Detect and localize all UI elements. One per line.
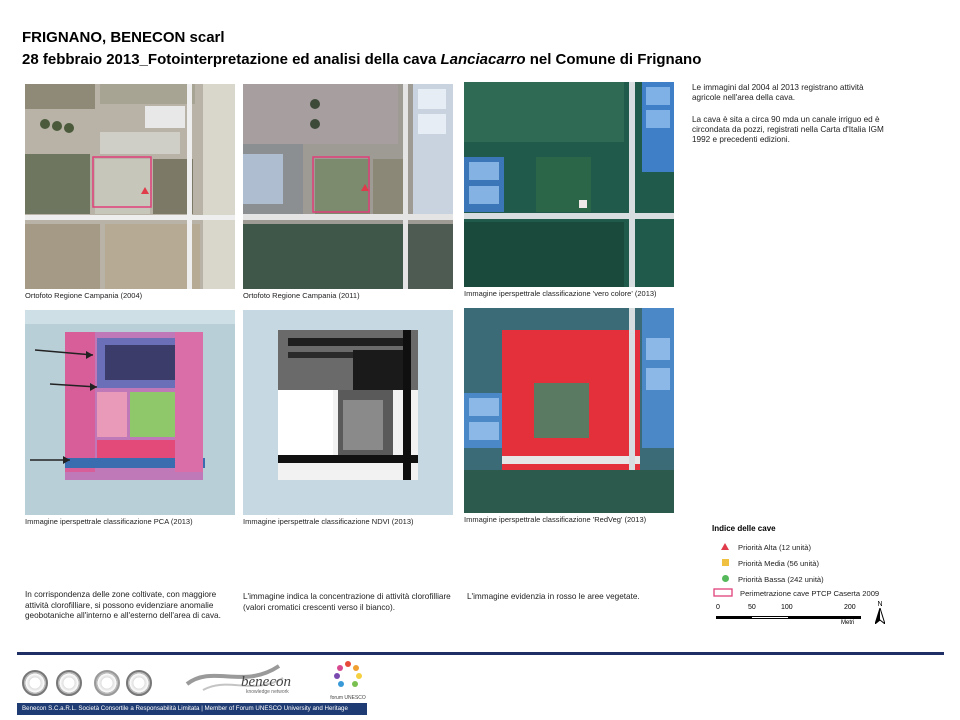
footer-divider: [17, 652, 944, 655]
scale-bar: [716, 604, 866, 630]
scale-unit: Metri: [841, 620, 855, 626]
rectangle-icon: [712, 588, 734, 599]
subtitle-after: nel Comune di Frignano: [525, 51, 702, 68]
legend-title: Indice delle cave: [712, 524, 776, 533]
square-icon: [718, 559, 732, 568]
forum-unesco-logo: [328, 658, 368, 702]
legend-item-bassa: [718, 572, 824, 586]
caption-pca: Immagine iperspettrale classificazione PCA (2013): [25, 517, 193, 526]
north-arrow-icon: [873, 601, 887, 631]
circle-icon: [718, 575, 732, 584]
description-ndvi: L'immagine indica la concentrazione di attività clorofilliare (valori cromatici crescenti verso il bianco).: [243, 592, 451, 612]
triangle-icon: [718, 543, 732, 552]
legend-item-perimetro: [712, 586, 879, 600]
legend-label-alta: Priorità Alta (12 unità): [738, 542, 812, 552]
university-seal-icon: [94, 670, 120, 696]
university-seal-icon: [56, 670, 82, 696]
footer-bar: Benecon S.C.a.R.L. Società Consortile a Responsabilità Limitata | Member of Forum UNESCO University and Heritage: [17, 703, 367, 715]
benecon-logo: [183, 660, 303, 698]
benecon-logo-text: benecon: [241, 674, 291, 690]
caption-2011: Ortofoto Regione Campania (2011): [243, 291, 360, 300]
subtitle-italic: Lanciacarro: [440, 51, 526, 68]
caption-2004: Ortofoto Regione Campania (2004): [25, 291, 143, 300]
scale-tick-50: 50: [748, 604, 756, 611]
side-note-2: La cava è sita a circa 90 mda un canale irriguo ed è circondata da pozzi, registrati nella Carta d'Italia IGM 1992 e precedenti edizioni.: [692, 115, 884, 144]
subtitle-before: 28 febbraio 2013_Fotointerpretazione ed analisi della cava: [22, 51, 441, 68]
legend-label-bassa: Priorità Bassa (242 unità): [738, 574, 824, 584]
description-pca: In corrispondenza delle zone coltivate, con maggiore attività clorofilliare, si possono evidenziare anomalie geobotaniche all'interno e all'esterno dell'area di cava.: [25, 590, 221, 620]
university-seal-icon: [126, 670, 152, 696]
caption-ndvi: Immagine iperspettrale classificazione NDVI (2013): [243, 517, 414, 526]
legend-label-media: Priorità Media (56 unità): [738, 558, 820, 568]
scale-tick-200: 200: [844, 604, 856, 611]
caption-redveg: Immagine iperspettrale classificazione 'RedVeg' (2013): [464, 515, 647, 524]
legend-item-media: [718, 556, 819, 570]
side-note-1: Le immagini dal 2004 al 2013 registrano attività agricole nell'area della cava.: [692, 83, 864, 102]
map-ortofoto-2004: [25, 84, 235, 289]
map-redveg: [464, 308, 674, 513]
map-pca: [25, 310, 235, 515]
map-ortofoto-2011: [243, 84, 453, 289]
north-label: N: [877, 601, 883, 608]
legend-item-alta: [718, 540, 811, 554]
page-subtitle: [22, 51, 701, 68]
university-seal-icon: [22, 670, 48, 696]
legend-label-perimetro: Perimetrazione cave PTCP Caserta 2009: [740, 588, 880, 598]
scale-tick-100: 100: [781, 604, 793, 611]
map-ndvi: [243, 310, 453, 515]
scale-tick-0: 0: [716, 604, 720, 611]
forum-unesco-text: forum UNESCO: [330, 695, 366, 701]
caption-vero-colore: Immagine iperspettrale classificazione 'vero colore' (2013): [464, 289, 657, 298]
page-title: FRIGNANO, BENECON scarl: [22, 29, 225, 46]
benecon-logo-subtext: knowledge network: [246, 689, 289, 695]
map-vero-colore: [464, 82, 674, 287]
description-redveg: L'immagine evidenzia in rosso le aree vegetate.: [467, 592, 640, 601]
